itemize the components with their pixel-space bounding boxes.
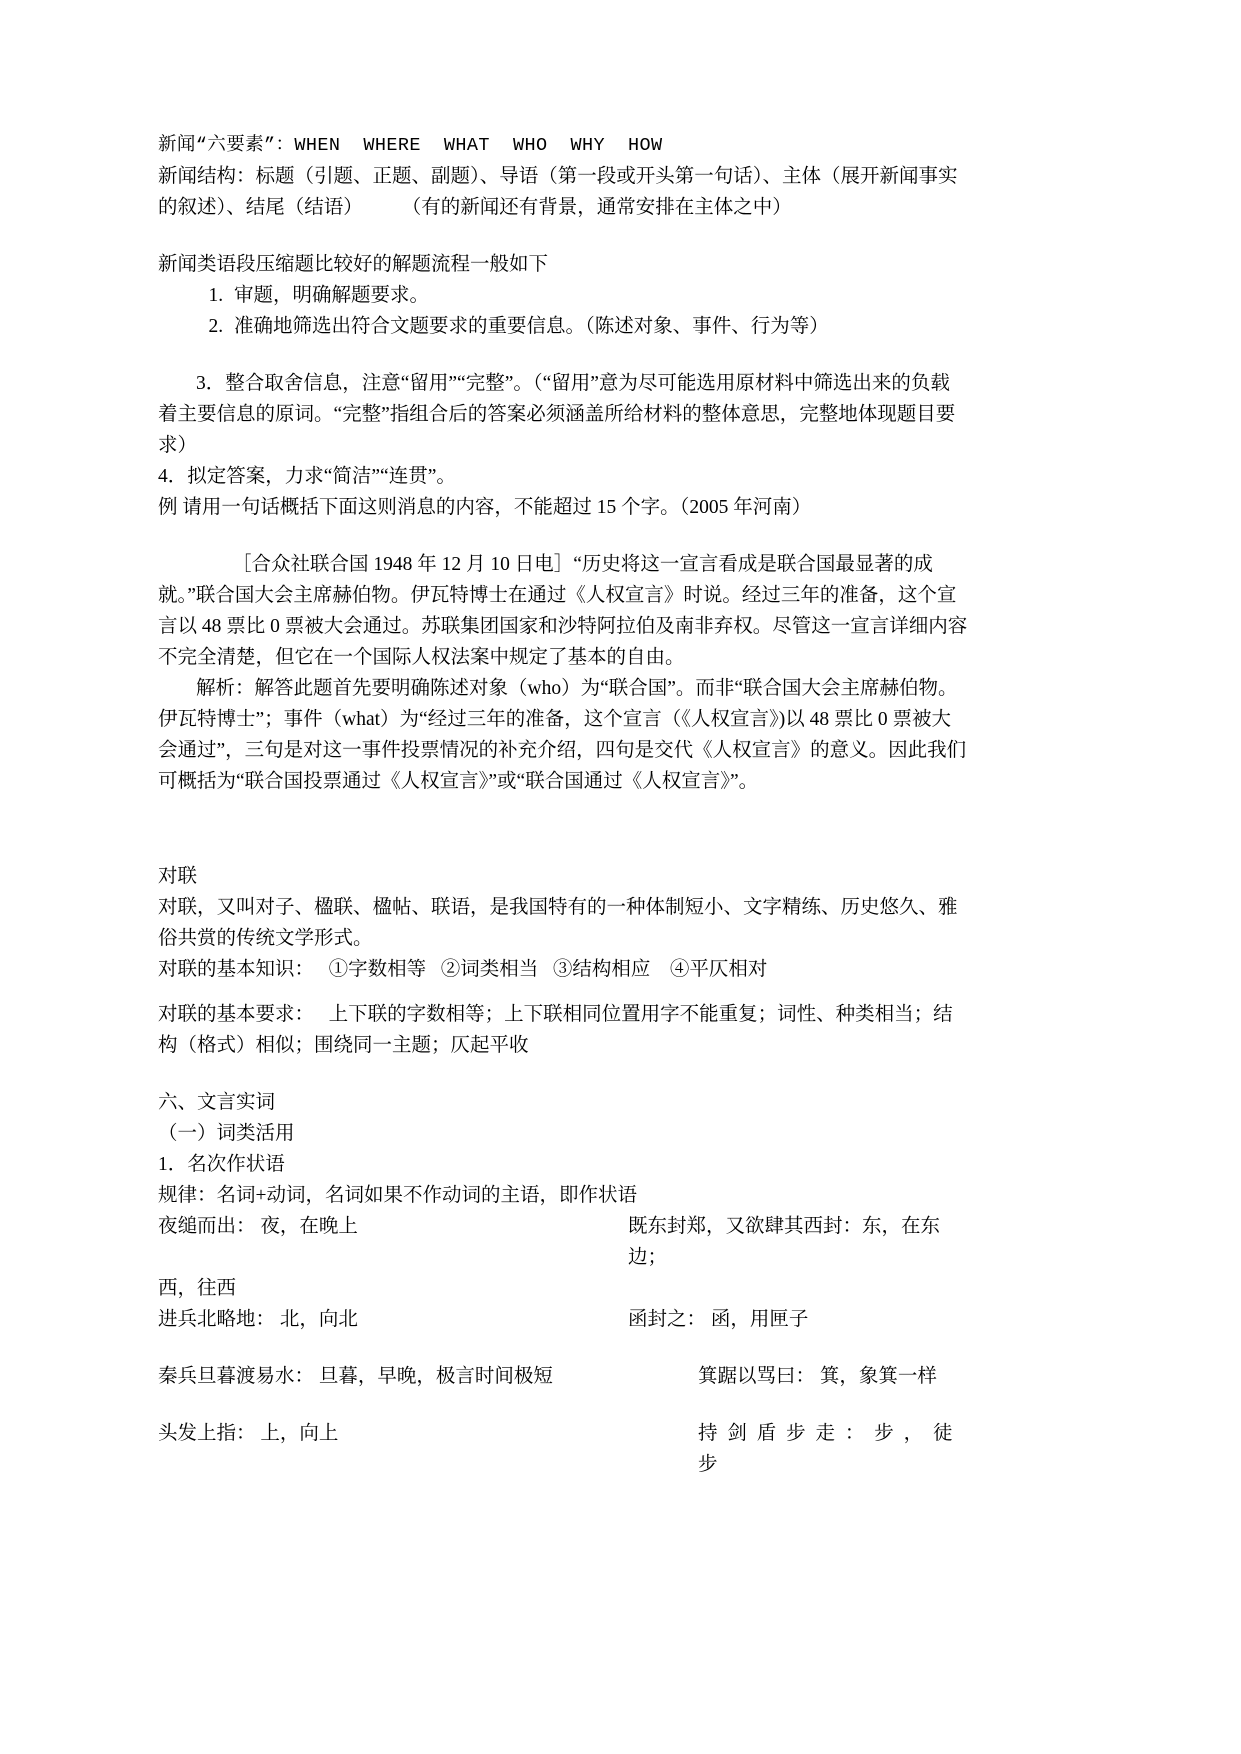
couplet-requirements-paragraph: 对联的基本要求： 上下联的字数相等；上下联相同位置用字不能重复；词性、种类相当；结构（格式）相似；围绕同一主题；仄起平收 (158, 1004, 953, 1056)
example-row (158, 1211, 968, 1273)
news-structure-paragraph: 新闻结构：标题（引题、正题、副题）、导语（第一段或开头第一句话）、主体（展开新闻事实的叙述）、结尾（结语） （有的新闻还有背景，通常安排在主体之中） (158, 166, 958, 218)
document-body (158, 130, 968, 1480)
example-row (158, 1418, 968, 1480)
example-right: 箕踞以骂曰： 箕，象箕一样 (698, 1366, 937, 1387)
example-left: 进兵北略地： 北，向北 (158, 1309, 358, 1330)
example-left: 西，往西 (158, 1278, 237, 1299)
example-right: 持 剑 盾 步 走 ： 步 ， 徒 步 (698, 1423, 956, 1475)
spacer (158, 797, 968, 861)
spacer (158, 223, 968, 249)
section-six-heading: 六、文言实词 (158, 1092, 276, 1113)
example-left: 秦兵旦暮渡易水： 旦暮，早晚，极言时间极短 (158, 1366, 553, 1387)
subsection-one-heading: （一）词类活用 (158, 1123, 295, 1144)
example-analysis-paragraph: 解析：解答此题首先要明确陈述对象（who）为“联合国”。而非“联合国大会主席赫伯物。伊瓦特博士”；事件（what）为“经过三年的准备，这个宣言（《人权宣言》)以 48 票比 0 票被大会通过”，三句是对这一事件投票情况的补充介绍，四句是交代《人权宣言》的意义。因此我们可概括为“联合国投票通过《人权宣言》”或“联合国通过《人权宣言》”。 (158, 678, 967, 792)
steps-list (158, 280, 968, 342)
spacer (158, 1392, 968, 1418)
example-row (158, 1361, 968, 1392)
example-prompt-line: 例 请用一句话概括下面这则消息的内容，不能超过 15 个字。（2005 年河南） (158, 497, 812, 518)
list-item: 1. 审题，明确解题要求。 (228, 280, 968, 311)
couplet-basics-line: 对联的基本知识： ①字数相等 ②词类相当 ③结构相应 ④平仄相对 (158, 959, 768, 980)
couplet-heading: 对联 (158, 866, 198, 887)
example-right: 既东封郑，又欲肆其西封：东，在东边； (628, 1216, 941, 1268)
spacer (158, 985, 968, 999)
example-left: 夜缒而出： 夜，在晚上 (158, 1216, 358, 1237)
step-four-line: 4．拟定答案，力求“简洁”“连贯”。 (158, 466, 456, 487)
spacer (158, 523, 968, 549)
spacer (158, 1335, 968, 1361)
list-item: 2. 准确地筛选出符合文题要求的重要信息。（陈述对象、事件、行为等） (228, 311, 968, 342)
spacer (158, 342, 968, 368)
couplet-definition-paragraph: 对联，又叫对子、楹联、楹帖、联语，是我国特有的一种体制短小、文字精练、历史悠久、雅俗共赏的传统文学形式。 (158, 897, 958, 949)
news-elements-line: 新闻“六要素”：WHEN WHERE WHAT WHO WHY HOW (158, 135, 663, 156)
example-row (158, 1304, 968, 1335)
item-one-heading: 1．名次作状语 (158, 1154, 285, 1175)
example-body-paragraph: ［合众社联合国 1948 年 12 月 10 日电］“历史将这一宣言看成是联合国最显著的成就。”联合国大会主席赫伯物。伊瓦特博士在通过《人权宣言》时说。经过三年的准备，这个宣言以 48 票比 0 票被大会通过。苏联集团国家和沙特阿拉伯及南非弃权。尽管这一宣言详细内容不完全清楚，但它在一个国际人权法案中规定了基本的自由。 (158, 554, 968, 668)
example-right (628, 1273, 968, 1304)
example-right: 函封之： 函，用匣子 (628, 1309, 809, 1330)
compress-intro-line: 新闻类语段压缩题比较好的解题流程一般如下 (158, 254, 549, 275)
spacer (158, 1061, 968, 1087)
example-row (158, 1273, 968, 1304)
rule-line: 规律：名词+动词，名词如果不作动词的主语，即作状语 (158, 1185, 637, 1206)
step-three-paragraph: 3．整合取舍信息，注意“留用”“完整”。（“留用”意为尽可能选用原材料中筛选出来的负载着主要信息的原词。“完整”指组合后的答案必须涵盖所给材料的整体意思，完整地体现题目要求） (158, 373, 956, 456)
example-left: 头发上指： 上，向上 (158, 1423, 339, 1444)
